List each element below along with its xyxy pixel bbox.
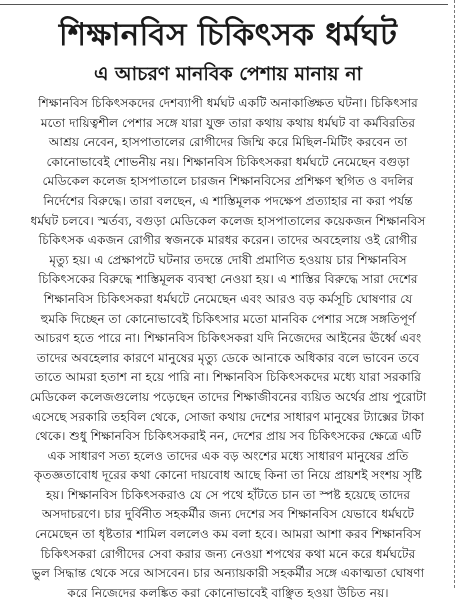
body-line: করে নিজেদের কলঙ্কিত করা কোনোভাবেই বাঞ্ছিত হওয়া উচিত নয়। [67, 585, 389, 600]
body-line: শিক্ষানবিস চিকিৎসকরা ধর্মঘটে নেমেছেন এবং আরও বড় কর্মসূচি ঘোষণার যে [43, 291, 413, 306]
body-line: মৃত্যু হয়। এ প্রেক্ষাপটে ঘটনার তদন্তে দোষী প্রমাণিত হওয়ায় চার শিক্ষানবিস [49, 252, 407, 267]
headline: শিক্ষানবিস চিকিৎসক ধর্মঘট [58, 17, 398, 53]
body-line: চিকিৎসকরা রোগীদের সেবা করার জন্য নেওয়া শপথের কথা মনে করে ধর্মঘটের [40, 546, 416, 561]
body-line: মেডিকেল কলেজগুলোয় পড়েছেন তাদের শিক্ষাজীবনের ব্যয়িত অর্থের প্রায় পুরোটা [29, 389, 427, 404]
body-line: তাতে আমরা হতাশ না হয়ে পারি না। শিক্ষানবিস চিকিৎসকদের মধ্যে যারা সরকারি [34, 370, 421, 385]
column-divider [454, 0, 459, 588]
body-line: তাদের অবহেলার কারণে মানুষের মৃত্যু ডেকে আনাকে অধিকার বলে ভাবেন তবে [36, 350, 420, 365]
body-line: ধর্মঘট চলবে। স্মর্তব্য, বগুড়া মেডিকেল কলেজ হাসপাতালের কয়েকজন শিক্ষানবিস [30, 213, 426, 228]
body-line: কোনোভাবেই শোভনীয় নয়। শিক্ষানবিস চিকিৎসকরা ধর্মঘটে নেমেছেন বগুড়া [46, 154, 410, 169]
top-rule [0, 0, 448, 5]
subheadline: এ আচরণ মানবিক পেশায় মানায় না [93, 63, 363, 85]
body-line: এক সাধারণ সত্য হলেও তাদের এক বড় অংশের মধ্যে সাধারণ মানুষের প্রতি [47, 448, 409, 463]
body-line: শিক্ষানবিস চিকিৎসকদের দেশব্যাপী ধর্মঘট একটি অনাকাঙ্ক্ষিত ঘটনা। চিকিৎসার [38, 96, 418, 110]
body-line: নির্দেশের বিরুদ্ধে। তারা বলছেন, এ শাস্তিমূলক পদক্ষেপ প্রত্যাহার না করা পর্যন্ত [43, 193, 413, 208]
body-line: কৃতজ্ঞতাবোধ দূরের কথা কোনো দায়বোধ আছে কিনা তা নিয়ে প্রায়শই সংশয় সৃষ্টি [34, 468, 422, 483]
article-body [8, 94, 448, 603]
body-line: নেমেছেন তা ধৃষ্টতার শামিল বললেও কম বলা হবে। আমরা আশা করব শিক্ষানবিস [34, 527, 422, 542]
body-line: এসেছে সরকারি তহবিল থেকে, সোজা কথায় দেশের সাধারণ মানুষের ট্যাক্সের টাকা [32, 409, 424, 424]
body-line: ভুল সিদ্ধান্ত থেকে সরে আসবেন। চার অন্যায়কারী সহকর্মীর সঙ্গে একাত্মতা ঘোষণা [31, 566, 425, 581]
body-line: চিকিৎসক একজন রোগীর স্বজনকে মারধর করেন। তাদের অবহেলায় ওই রোগীর [38, 233, 418, 248]
body-line: থেকে। শুধু শিক্ষানবিস চিকিৎসকরাই নন, দেশের প্রায় সব চিকিৎসকের ক্ষেত্রে এটি [34, 429, 422, 444]
body-line: মেডিকেল কলেজ হাসপাতালে চারজন শিক্ষানবিসের প্রশিক্ষণ স্থগিত ও বদলির [42, 174, 414, 189]
body-line: মতো দায়িত্বশীল পেশার সঙ্গে যারা যুক্ত তারা কথায় কথায় ধর্মঘট বা কর্মবিরতির [40, 115, 416, 130]
body-line: চিকিৎসকের বিরুদ্ধে শাস্তিমূলক ব্যবস্থা নেওয়া হয়। এ শাস্তির বিরুদ্ধে সারা দেশের [38, 272, 418, 287]
body-line: হুমকি দিচ্ছেন তা কোনোভাবেই চিকিৎসার মতো মানবিক পেশার সঙ্গে সঙ্গতিপূর্ণ [40, 311, 416, 326]
body-line: আশ্রয় নেবেন, হাসপাতালের রোগীদের জিম্মি করে মিছিল-মিটিং করবেন তা [48, 135, 408, 150]
body-line: অসদাচরণে। চার দুর্বিনীত সহকর্মীর জন্য দেশের সব শিক্ষানবিস যেভাবে ধর্মঘটে [42, 507, 414, 522]
body-line: আচরণ হতে পারে না। শিক্ষানবিস চিকিৎসকরা যদি নিজেদের আইনের ঊর্ধ্বে এবং [34, 331, 422, 346]
body-line: হয়। শিক্ষানবিস চিকিৎসকরাও যে সে পথে হাঁটতে চান তা স্পষ্ট হয়েছে তাদের [45, 487, 411, 502]
